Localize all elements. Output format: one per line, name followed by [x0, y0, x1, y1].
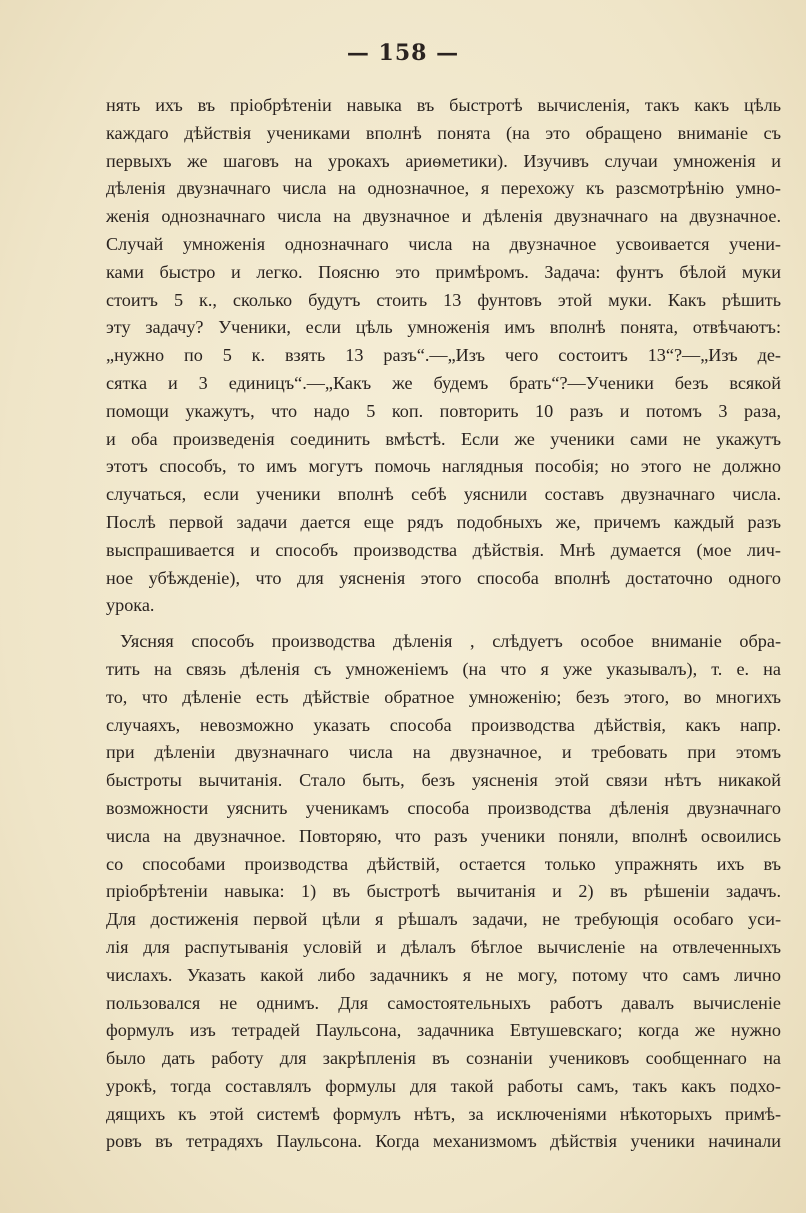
text-line: выспрашивается и способъ производства дѣйствія. Мнѣ думается (мое лич- — [106, 539, 781, 560]
text-line: случаяхъ, невозможно указать способа производства дѣйствія, какъ напр. — [106, 714, 781, 735]
text-line: случаться, если ученики вполнѣ себѣ уяснили составъ двузначнаго числа. — [106, 484, 781, 505]
paragraph-2 — [106, 628, 781, 1156]
text-line: стоитъ 5 к., сколько будутъ стоить 13 фунтовъ этой муки. Какъ рѣшить — [106, 289, 781, 310]
text-line: при дѣленіи двузначнаго числа на двузначное, и требовать при этомъ — [106, 742, 781, 763]
text-line: быстроты вычитанія. Стало быть, безъ уясненія этой связи нѣтъ никакой — [106, 770, 781, 791]
text-line: формулъ изъ тетрадей Паульсона, задачника Евтушевскаго; когда же нужно — [106, 1020, 781, 1041]
text-line: „нужно по 5 к. взять 13 разъ“.—„Изъ чего состоитъ 13“?—„Изъ де- — [106, 345, 781, 366]
paragraph-1 — [106, 92, 781, 620]
text-line: женія однозначнаго числа на двузначное и дѣленія двузначнаго на двузначное. — [106, 206, 781, 227]
text-line: первыхъ же шаговъ на урокахъ ариѳметики). Изучивъ случаи умноженія и — [106, 150, 781, 171]
text-line: ровъ въ тетрадяхъ Паульсона. Когда механизмомъ дѣйствія ученики начинали — [106, 1131, 781, 1152]
body-text — [106, 92, 781, 1156]
text-line: урока. — [106, 595, 155, 616]
text-line: ками быстро и легко. Поясню это примѣромъ. Задача: фунтъ бѣлой муки — [106, 261, 781, 282]
text-line: этотъ способъ, то имъ могутъ помочь наглядныя пособія; но этого не должно — [106, 456, 781, 477]
text-line: то, что дѣленіе есть дѣйствіе обратное умноженію; безъ этого, во многихъ — [106, 686, 781, 707]
text-line: сятка и 3 единицъ“.—„Какъ же будемъ брать“?—Ученики безъ всякой — [106, 372, 781, 393]
text-line: Для достиженія первой цѣли я рѣшалъ задачи, не требующія особаго уси- — [106, 909, 781, 930]
paragraph-gap — [106, 620, 781, 628]
text-line: дѣленія двузначнаго числа на однозначное, я перехожу къ разсмотрѣнію умно- — [106, 178, 781, 199]
text-line: каждаго дѣйствія учениками вполнѣ понята (на это обращено вниманіе съ — [106, 122, 781, 143]
text-line: помощи укажутъ, что надо 5 коп. повторить 10 разъ и потомъ 3 раза, — [106, 400, 781, 421]
text-line: и оба произведенія соединить вмѣстѣ. Если же ученики сами не укажутъ — [106, 428, 781, 449]
text-line: Послѣ первой задачи дается еще рядъ подобныхъ же, причемъ каждый разъ — [106, 511, 781, 532]
page-number: — 158 — — [346, 40, 460, 66]
text-line: было дать работу для закрѣпленія въ сознаніи учениковъ сообщеннаго на — [106, 1048, 781, 1069]
text-line: урокѣ, тогда составлялъ формулы для такой работы самъ, такъ какъ подхо- — [106, 1075, 781, 1096]
text-line: возможности уяснить ученикамъ способа производства дѣленія двузначнаго — [106, 797, 781, 818]
text-line: эту задачу? Ученики, если цѣль умноженія имъ вполнѣ понята, отвѣчаютъ: — [106, 317, 781, 338]
text-line: лія для распутыванія условій и дѣлалъ бѣглое вычисленіе на отвлеченныхъ — [106, 936, 781, 957]
text-line: нять ихъ въ пріобрѣтеніи навыка въ быстротѣ вычисленія, такъ какъ цѣль — [106, 95, 781, 115]
text-line: пользовался не однимъ. Для самостоятельныхъ работъ давалъ вычисленіе — [106, 992, 781, 1013]
text-line: числа на двузначное. Повторяю, что разъ ученики поняли, вполнѣ освоились — [106, 825, 781, 846]
text-line: пріобрѣтеніи навыка: 1) въ быстротѣ вычитанія и 2) въ рѣшеніи задачъ. — [106, 881, 781, 902]
text-line: дящихъ къ этой системѣ формулъ нѣтъ, за исключеніями нѣкоторыхъ примѣ- — [106, 1103, 781, 1124]
text-line: числахъ. Указать какой либо задачникъ я не могу, потому что самъ лично — [106, 964, 781, 985]
text-line: ное убѣжденіе), что для уясненія этого способа вполнѣ достаточно одного — [106, 567, 781, 588]
text-line: Случай умноженія однозначнаго числа на двузначное усвоивается учени- — [106, 233, 781, 254]
text-line: со способами производства дѣйствій, остается только упражнять ихъ въ — [106, 853, 781, 874]
text-line: Уясняя способъ производства дѣленія , слѣдуетъ особое вниманіе обра- — [120, 631, 781, 652]
text-line: тить на связь дѣленія съ умноженіемъ (на что я уже указывалъ), т. е. на — [106, 658, 781, 679]
